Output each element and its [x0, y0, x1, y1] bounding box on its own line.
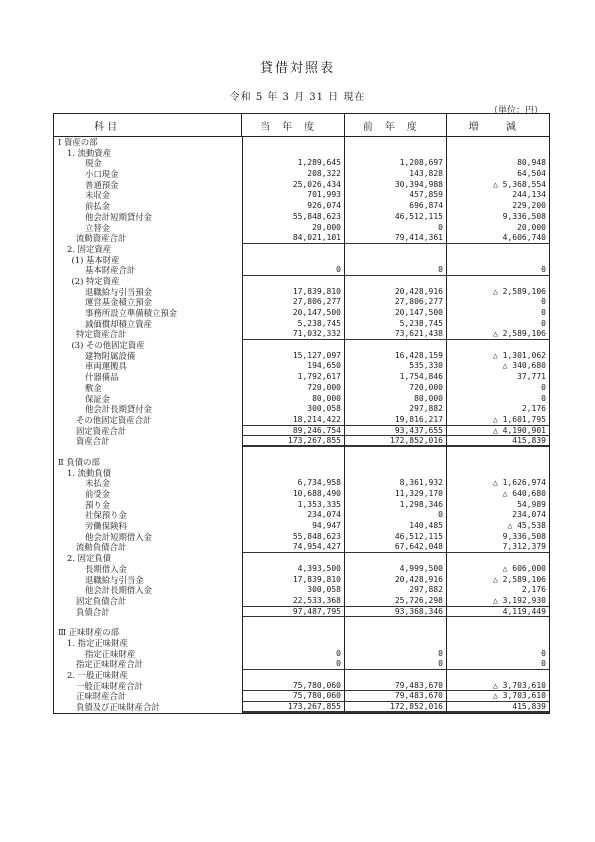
change-amount: 20,000: [517, 222, 546, 232]
account-name: Ⅲ 正味財産の部: [54, 627, 243, 638]
table-row: [54, 521, 549, 532]
current-year-amount: 75,780,060: [243, 681, 345, 692]
previous-year-amount: 25,726,298: [345, 596, 447, 607]
previous-year-amount: 93,437,655: [345, 426, 447, 437]
change-amount: [447, 627, 549, 638]
empty-cell: [54, 617, 243, 627]
table-row: [54, 457, 549, 468]
account-name: 他会計短期借入金: [54, 532, 243, 543]
table-row: [54, 190, 549, 201]
account-name: 運営基金積立預金: [54, 297, 243, 308]
account-name: 2. 一般正味財産: [54, 670, 243, 681]
table-row: [54, 276, 549, 287]
empty-cell: [345, 617, 447, 627]
table-row: [54, 532, 549, 543]
change-amount: △ 606,000: [502, 563, 546, 573]
account-name: (3) その他固定資産: [54, 340, 243, 351]
account-name: 特定資産合計: [54, 329, 243, 340]
current-year-amount: [243, 148, 345, 159]
previous-year-amount: 0: [345, 649, 447, 660]
current-year-amount: [243, 244, 345, 255]
previous-year-amount: 172,852,016: [345, 702, 447, 713]
change-amount: 0: [541, 648, 546, 658]
current-year-amount: 720,000: [243, 383, 345, 394]
previous-year-amount: 46,512,115: [345, 212, 447, 223]
previous-year-amount: 0: [345, 510, 447, 521]
header-current-year: 当年度: [242, 114, 345, 136]
current-year-amount: 55,848,623: [243, 212, 345, 223]
previous-year-amount: 1,298,346: [345, 500, 447, 511]
account-name: 正味財産合計: [54, 691, 243, 702]
current-year-amount: 10,688,490: [243, 489, 345, 500]
previous-year-amount: 20,428,916: [345, 287, 447, 298]
current-year-amount: 4,393,500: [243, 564, 345, 575]
previous-year-amount: 20,428,916: [345, 575, 447, 586]
account-name: 固定負債合計: [54, 596, 243, 607]
table-row: [54, 596, 549, 607]
current-year-amount: 20,000: [243, 223, 345, 234]
account-name: 指定正味財産合計: [54, 659, 243, 670]
previous-year-amount: 73,621,438: [345, 329, 447, 340]
change-amount: 2,176: [521, 404, 546, 414]
current-year-amount: [243, 457, 345, 468]
table-row: [54, 169, 549, 180]
table-row: [54, 255, 549, 266]
current-year-amount: 20,147,500: [243, 308, 345, 319]
previous-year-amount: [345, 670, 447, 681]
current-year-amount: 234,074: [243, 510, 345, 521]
account-name: (1) 基本財産: [54, 255, 243, 266]
account-name: (2) 特定資産: [54, 276, 243, 287]
change-amount: 244,134: [512, 190, 546, 200]
change-amount: 0: [541, 393, 546, 403]
table-row: [54, 607, 549, 618]
change-amount: 234,074: [512, 510, 546, 520]
account-name: 現金: [54, 158, 243, 169]
current-year-amount: 89,246,754: [243, 426, 345, 437]
table-header: [54, 114, 549, 137]
account-name: 什器備品: [54, 372, 243, 383]
current-year-amount: 173,267,855: [243, 436, 345, 447]
balance-sheet-table: [53, 113, 550, 714]
table-row: [54, 297, 549, 308]
table-row: [54, 351, 549, 362]
account-name: 前払金: [54, 201, 243, 212]
previous-year-amount: 457,859: [345, 190, 447, 201]
previous-year-amount: [345, 148, 447, 159]
current-year-amount: 194,650: [243, 361, 345, 372]
table-row: [54, 287, 549, 298]
table-row: [54, 489, 549, 500]
header-change: 増 減: [468, 121, 528, 133]
account-name: 預り金: [54, 500, 243, 511]
previous-year-amount: 30,394,988: [345, 180, 447, 191]
current-year-amount: 80,000: [243, 394, 345, 405]
previous-year-amount: 0: [345, 223, 447, 234]
previous-year-amount: 79,483,670: [345, 681, 447, 692]
change-amount: △ 5,368,554: [493, 179, 546, 189]
account-name: 事務所設立準備積立預金: [54, 308, 243, 319]
change-amount: △ 3,703,610: [447, 691, 549, 702]
current-year-amount: 25,026,434: [243, 180, 345, 191]
change-amount: 80,948: [517, 158, 546, 168]
table-row: [54, 702, 549, 713]
account-name: 流動負債合計: [54, 542, 243, 553]
change-amount: △ 3,703,610: [447, 681, 549, 692]
account-name: 1. 流動負債: [54, 468, 243, 479]
previous-year-amount: 67,642,048: [345, 542, 447, 553]
change-amount: 0: [447, 265, 549, 276]
previous-year-amount: [345, 553, 447, 564]
current-year-amount: [243, 340, 345, 351]
current-year-amount: 5,238,745: [243, 319, 345, 330]
account-name: 未収金: [54, 190, 243, 201]
change-amount: △ 2,589,106: [493, 286, 546, 296]
current-year-amount: 18,214,422: [243, 415, 345, 426]
change-amount: [447, 255, 549, 266]
change-amount: [447, 276, 549, 287]
previous-year-amount: [345, 627, 447, 638]
change-amount: 2,176: [521, 585, 546, 595]
table-row: [54, 426, 549, 437]
current-year-amount: [243, 137, 345, 148]
current-year-amount: 0: [243, 265, 345, 276]
table-row: [54, 691, 549, 702]
table-row: [54, 148, 549, 159]
change-amount: △ 45,538: [507, 521, 546, 531]
current-year-amount: 300,058: [243, 585, 345, 596]
table-row: [54, 542, 549, 553]
table-row: [54, 510, 549, 521]
table-row: [54, 478, 549, 489]
previous-year-amount: 19,816,217: [345, 415, 447, 426]
change-amount: [447, 137, 549, 148]
empty-cell: [243, 447, 345, 457]
table-row: [54, 383, 549, 394]
current-year-amount: 173,267,855: [243, 702, 345, 713]
previous-year-amount: 535,330: [345, 361, 447, 372]
current-year-amount: 22,533,368: [243, 596, 345, 607]
table-row: [54, 468, 549, 479]
change-amount: [447, 468, 549, 479]
previous-year-amount: 297,882: [345, 404, 447, 415]
current-year-amount: 300,058: [243, 404, 345, 415]
account-name: 減価償却積立資産: [54, 319, 243, 330]
current-year-amount: [243, 276, 345, 287]
previous-year-amount: 46,512,115: [345, 532, 447, 543]
previous-year-amount: 5,238,745: [345, 319, 447, 330]
change-amount: [447, 148, 549, 159]
previous-year-amount: 720,000: [345, 383, 447, 394]
previous-year-amount: 0: [345, 265, 447, 276]
previous-year-amount: [345, 276, 447, 287]
account-name: 退職給与引当金: [54, 575, 243, 586]
account-name: 長期借入金: [54, 564, 243, 575]
table-row: [54, 372, 549, 383]
current-year-amount: [243, 638, 345, 649]
table-row: [54, 553, 549, 564]
change-amount: [447, 638, 549, 649]
previous-year-amount: 297,882: [345, 585, 447, 596]
previous-year-amount: [345, 457, 447, 468]
previous-year-amount: 172,852,016: [345, 436, 447, 447]
previous-year-amount: [345, 255, 447, 266]
previous-year-amount: [345, 244, 447, 255]
current-year-amount: 71,032,332: [243, 329, 345, 340]
table-row: [54, 180, 549, 191]
account-name: 労働保険料: [54, 521, 243, 532]
change-amount: △ 2,589,106: [493, 574, 546, 584]
table-row: [54, 638, 549, 649]
change-amount: △ 3,192,930: [447, 596, 549, 607]
empty-cell: [345, 447, 447, 457]
account-name: 1. 流動資産: [54, 148, 243, 159]
previous-year-amount: 11,329,170: [345, 489, 447, 500]
table-row: [54, 670, 549, 681]
change-amount: 0: [447, 659, 549, 670]
table-row: [54, 681, 549, 692]
table-row: [54, 575, 549, 586]
table-row: [54, 265, 549, 276]
unit-label: （単位：円）: [488, 106, 543, 116]
report-date: 令和 5 年 3 月 31 日 現在: [229, 92, 366, 103]
account-name: Ⅱ 負債の部: [54, 457, 243, 468]
account-name: 車両運搬具: [54, 361, 243, 372]
table-row: [54, 244, 549, 255]
account-name: 他会計短期貸付金: [54, 212, 243, 223]
account-name: 一般正味財産合計: [54, 681, 243, 692]
account-name: 2. 固定負債: [54, 553, 243, 564]
empty-cell: [447, 447, 549, 457]
table-row: [54, 585, 549, 596]
current-year-amount: 17,839,810: [243, 287, 345, 298]
account-name: 未払金: [54, 478, 243, 489]
previous-year-amount: 79,483,670: [345, 691, 447, 702]
change-amount: 0: [541, 318, 546, 328]
account-name: 2. 固定資産: [54, 244, 243, 255]
account-name: 固定資産合計: [54, 426, 243, 437]
current-year-amount: 1,353,335: [243, 500, 345, 511]
current-year-amount: 208,322: [243, 169, 345, 180]
account-name: 流動資産合計: [54, 233, 243, 244]
previous-year-amount: 20,147,500: [345, 308, 447, 319]
table-row: [54, 564, 549, 575]
current-year-amount: 6,734,958: [243, 478, 345, 489]
account-name: 前受金: [54, 489, 243, 500]
account-name: 他会計長期貸付金: [54, 404, 243, 415]
table-row: [54, 500, 549, 511]
previous-year-amount: 4,999,500: [345, 564, 447, 575]
change-amount: [447, 553, 549, 564]
change-amount: △ 4,190,901: [447, 426, 549, 437]
change-amount: 7,312,379: [447, 542, 549, 553]
previous-year-amount: 27,806,277: [345, 297, 447, 308]
current-year-amount: 0: [243, 649, 345, 660]
table-row: [54, 319, 549, 330]
change-amount: △ 640,680: [502, 489, 546, 498]
change-amount: △ 1,626,974: [493, 478, 546, 488]
previous-year-amount: [345, 468, 447, 479]
previous-year-amount: 140,485: [345, 521, 447, 532]
table-row: [54, 201, 549, 212]
account-name: 他会計長期借入金: [54, 585, 243, 596]
current-year-amount: 55,848,623: [243, 532, 345, 543]
account-name: 基本財産合計: [54, 265, 243, 276]
table-row: [54, 404, 549, 415]
account-name: Ⅰ 資産の部: [54, 137, 243, 148]
account-name: 保証金: [54, 394, 243, 405]
empty-cell: [54, 447, 243, 457]
current-year-amount: 27,806,277: [243, 297, 345, 308]
account-name: 資産合計: [54, 436, 243, 447]
table-body: [54, 137, 549, 713]
change-amount: 415,839: [447, 702, 549, 713]
header-previous-year: 前年度: [345, 114, 448, 136]
change-amount: [447, 457, 549, 468]
table-row: [54, 436, 549, 447]
current-year-amount: [243, 553, 345, 564]
table-row: [54, 617, 549, 627]
previous-year-amount: 16,428,159: [345, 351, 447, 362]
table-row: [54, 361, 549, 372]
change-amount: 9,336,508: [502, 531, 546, 541]
table-row: [54, 233, 549, 244]
account-name: 社保預り金: [54, 510, 243, 521]
change-amount: 64,504: [517, 169, 546, 179]
account-name: 普通預金: [54, 180, 243, 191]
table-row: [54, 158, 549, 169]
change-amount: 0: [541, 382, 546, 392]
account-name: その他固定資産合計: [54, 415, 243, 426]
current-year-amount: 1,792,617: [243, 372, 345, 383]
document-title: 貸借対照表: [259, 61, 335, 76]
current-year-amount: 15,127,097: [243, 351, 345, 362]
account-name: 立替金: [54, 223, 243, 234]
empty-cell: [243, 617, 345, 627]
previous-year-amount: [345, 340, 447, 351]
table-row: [54, 212, 549, 223]
table-row: [54, 340, 549, 351]
current-year-amount: 926,074: [243, 201, 345, 212]
current-year-amount: 0: [243, 659, 345, 670]
change-amount: △ 2,589,106: [447, 329, 549, 340]
previous-year-amount: 79,414,361: [345, 233, 447, 244]
account-name: 敷金: [54, 383, 243, 394]
change-amount: 37,771: [517, 372, 546, 382]
current-year-amount: [243, 255, 345, 266]
change-amount: 229,200: [512, 201, 546, 211]
empty-cell: [447, 617, 549, 627]
change-amount: △ 340,680: [502, 361, 546, 371]
change-amount: 0: [541, 297, 546, 307]
change-amount: 54,989: [517, 499, 546, 509]
table-row: [54, 394, 549, 405]
table-row: [54, 627, 549, 638]
current-year-amount: [243, 468, 345, 479]
table-row: [54, 137, 549, 148]
current-year-amount: 74,954,427: [243, 542, 345, 553]
change-amount: 415,839: [447, 436, 549, 447]
current-year-amount: 1,289,645: [243, 158, 345, 169]
previous-year-amount: 1,208,697: [345, 158, 447, 169]
previous-year-amount: 1,754,846: [345, 372, 447, 383]
current-year-amount: 75,780,060: [243, 691, 345, 702]
current-year-amount: 84,021,101: [243, 233, 345, 244]
account-name: 1. 指定正味財産: [54, 638, 243, 649]
table-row: [54, 308, 549, 319]
change-amount: 4,606,740: [447, 233, 549, 244]
change-amount: △ 1,301,062: [493, 350, 546, 360]
previous-year-amount: [345, 137, 447, 148]
current-year-amount: 97,487,795: [243, 607, 345, 618]
account-name: 建物附属設備: [54, 351, 243, 362]
previous-year-amount: 80,000: [345, 394, 447, 405]
current-year-amount: 94,947: [243, 521, 345, 532]
current-year-amount: 17,839,810: [243, 575, 345, 586]
table-row: [54, 223, 549, 234]
account-name: 負債合計: [54, 607, 243, 618]
change-amount: 4,119,449: [447, 607, 549, 618]
previous-year-amount: 143,828: [345, 169, 447, 180]
previous-year-amount: 0: [345, 659, 447, 670]
table-row: [54, 649, 549, 660]
account-name: 小口現金: [54, 169, 243, 180]
account-name: 退職給与引当預金: [54, 287, 243, 298]
table-row: [54, 447, 549, 457]
current-year-amount: [243, 670, 345, 681]
current-year-amount: 701,993: [243, 190, 345, 201]
change-amount: [447, 670, 549, 681]
table-row: [54, 659, 549, 670]
header-item: [54, 114, 242, 136]
change-amount: 9,336,508: [502, 211, 546, 221]
account-name: 指定正味財産: [54, 649, 243, 660]
previous-year-amount: [345, 638, 447, 649]
current-year-amount: [243, 627, 345, 638]
account-name: 負債及び正味財産合計: [54, 702, 243, 713]
previous-year-amount: 696,874: [345, 201, 447, 212]
table-row: [54, 329, 549, 340]
change-amount: [447, 244, 549, 255]
header-item-label: 科 目: [94, 121, 118, 133]
table-row: [54, 415, 549, 426]
change-amount: △ 1,601,795: [447, 415, 549, 426]
change-amount: 0: [541, 308, 546, 317]
previous-year-amount: 93,368,346: [345, 607, 447, 618]
change-amount: [447, 340, 549, 351]
previous-year-amount: 8,361,932: [345, 478, 447, 489]
